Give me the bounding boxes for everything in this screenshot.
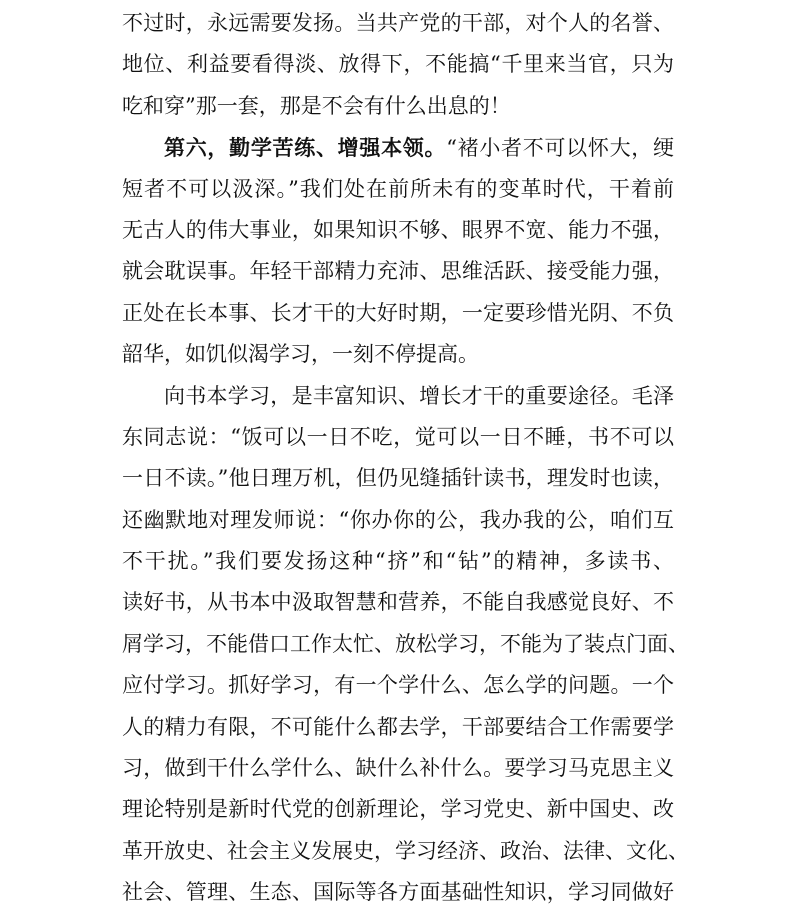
section-heading: 第六，勤学苦练、增强本领。	[164, 135, 447, 161]
paragraph-1	[122, 3, 674, 127]
text-line: 人的精力有限，不可能什么都去学，干部要结合工作需要学	[122, 714, 674, 739]
text-line: 就会耽误事。年轻干部精力充沛、思维活跃、接受能力强，	[122, 259, 674, 284]
text-line	[122, 127, 674, 168]
text-line-remainder: “褚小者不可以怀大，绠	[446, 136, 674, 161]
text-line: 韶华，如饥似渴学习，一刻不停提高。	[122, 342, 479, 367]
text-line: 革开放史、社会主义发展史，学习经济、政治、法律、文化、	[122, 838, 689, 863]
text-line: 向书本学习，是丰富知识、增长才干的重要途径。毛泽	[164, 383, 674, 408]
text-line: 一日不读。”他日理万机，但仍见缝插针读书，理发时也读，	[122, 466, 674, 491]
text-line: 东同志说：“饭可以一日不吃，觉可以一日不睡，书不可以	[122, 424, 674, 449]
text-line: 吃和穿”那一套，那是不会有什么出息的！	[122, 93, 511, 118]
text-line: 还幽默地对理发师说：“你办你的公，我办我的公，咱们互	[122, 507, 674, 532]
text-line: 正处在长本事、长才干的大好时期，一定要珍惜光阴、不负	[122, 300, 674, 325]
text-line: 不过时，永远需要发扬。当共产党的干部，对个人的名誉、	[122, 11, 674, 35]
paragraph-3	[122, 376, 689, 914]
text-line: 短者不可以汲深。”我们处在前所未有的变革时代，干着前	[122, 176, 674, 201]
text-line: 地位、利益要看得淡、放得下，不能搞“千里来当官，只为	[122, 52, 674, 77]
text-line: 无古人的伟大事业，如果知识不够、眼界不宽、能力不强，	[122, 217, 674, 242]
text-line: 应付学习。抓好学习，有一个学什么、怎么学的问题。一个	[122, 673, 674, 698]
document-page	[122, 0, 689, 914]
text-line: 不干扰。”我们要发扬这种“挤”和“钻”的精神，多读书、	[122, 549, 674, 574]
text-line: 社会、管理、生态、国际等各方面基础性知识，学习同做好	[122, 880, 674, 905]
paragraph-2	[122, 127, 674, 375]
text-line: 习，做到干什么学什么、缺什么补什么。要学习马克思主义	[122, 756, 674, 781]
text-line: 理论特别是新时代党的创新理论，学习党史、新中国史、改	[122, 797, 674, 822]
text-line: 屑学习，不能借口工作太忙、放松学习，不能为了装点门面、	[122, 631, 689, 656]
text-line: 读好书，从书本中汲取智慧和营养，不能自我感觉良好、不	[122, 590, 674, 615]
